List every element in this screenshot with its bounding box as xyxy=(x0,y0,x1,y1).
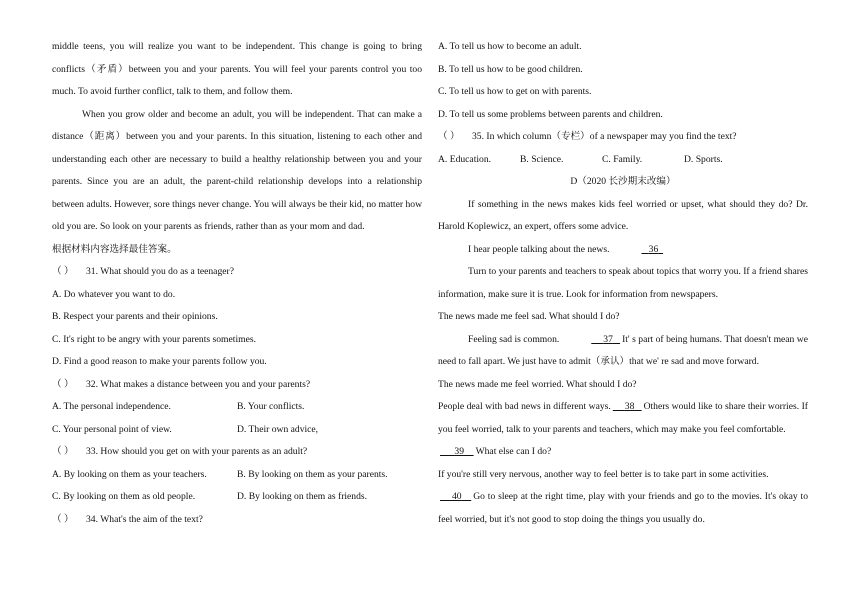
blank-37-paragraph xyxy=(438,329,808,374)
q32-option-b: B. Your conflicts. xyxy=(237,401,305,412)
heading-worried: The news made me feel worried. What should I do? xyxy=(438,378,637,390)
question-33 xyxy=(52,441,422,464)
answer-bracket: （ ） xyxy=(52,266,74,277)
q32-options-row-2 xyxy=(52,419,422,442)
blank-38-post: Others would like to share their worries. If you feel worried, talk to your parents and teachers, which may make you feel comfortable. xyxy=(438,401,808,435)
q33-option-b: B. By looking on them as your parents. xyxy=(237,468,388,480)
q33-option-c: C. By looking on them as old people. xyxy=(52,491,196,502)
passage-paragraph-1: middle teens, you will realize you want to be independent. This change is going to bring conflicts（矛盾）between you and your parents. You will feel your parents control you too much. To avoid further conflict, talk to them, and follow them. xyxy=(52,41,422,97)
question-34 xyxy=(52,509,422,532)
blank-36-number: 36 xyxy=(648,243,659,255)
answer-bracket: （ ） xyxy=(438,131,460,142)
question-32-stem: 32. What makes a distance between you and your parents? xyxy=(86,378,311,390)
q34-option-a: A. To tell us how to become an adult. xyxy=(438,41,582,52)
blank-37 xyxy=(559,329,622,352)
question-34-stem: 34. What's the aim of the text? xyxy=(86,513,203,525)
question-33-stem: 33. How should you get on with your parents as an adult? xyxy=(86,446,308,457)
blank-38 xyxy=(611,396,644,419)
question-31 xyxy=(52,261,422,284)
passage-d-intro: If something in the news makes kids feel worried or upset, what should they do? Dr. Harold Koplewicz, an expert, offers some advice. xyxy=(438,198,808,232)
q33-options-row-2 xyxy=(52,486,422,509)
question-32 xyxy=(52,374,422,397)
blank-37-number: 37 xyxy=(603,333,613,345)
question-35 xyxy=(438,126,808,149)
blank-37-post: It' s part of being humans. That doesn't mean we need to fall apart. We just have to admit（承认）that we' re sad and move forward. xyxy=(438,333,808,367)
q31-option-d: D. Find a good reason to make your parents follow you. xyxy=(52,356,267,367)
blank-40-post: Go to sleep at the right time, play with your friends and go to the movies. It's okay to feel worried, but it's not good to stop doing the things you usually do. xyxy=(438,491,808,525)
blank-36-line xyxy=(438,239,808,262)
q35-option-d: D. Sports. xyxy=(684,153,723,165)
instruction-text: 根据材料内容选择最佳答案。 xyxy=(52,243,177,255)
q33-option-a: A. By looking on them as your teachers. xyxy=(52,468,207,480)
q34-option-d: D. To tell us some problems between parents and children. xyxy=(438,108,663,120)
q35-options-row xyxy=(438,149,808,172)
q33-option-d: D. By looking on them as friends. xyxy=(237,491,368,502)
blank-39-line xyxy=(438,441,808,464)
q32-option-c: C. Your personal point of view. xyxy=(52,423,172,435)
q32-options-row-1 xyxy=(52,396,422,419)
blank-39-post: What else can I do? xyxy=(475,446,552,457)
section-d-title: D（2020 长沙期末改编） xyxy=(570,176,676,187)
blank-36-pre: I hear people talking about the news. xyxy=(468,243,610,255)
blank-39-number: 39 xyxy=(454,446,464,457)
blank-40-paragraph xyxy=(438,486,808,531)
q31-option-a: A. Do whatever you want to do. xyxy=(52,288,176,300)
q32-option-a: A. The personal independence. xyxy=(52,401,171,412)
blank-39 xyxy=(438,441,476,464)
passage-d-turn: Turn to your parents and teachers to speak about topics that worry you. If a friend shares information, make sure it is true. Look for information from newspapers. xyxy=(438,266,808,300)
q34-option-b: B. To tell us how to be good children. xyxy=(438,63,583,75)
question-35-stem: 35. In which column（专栏）of a newspaper may you find the text? xyxy=(472,131,737,142)
left-column xyxy=(52,36,422,531)
q31-option-b: B. Respect your parents and their opinions. xyxy=(52,311,218,322)
blank-37-pre: Feeling sad is common. xyxy=(468,333,560,345)
blank-38-pre: People deal with bad news in different ways. xyxy=(438,401,611,412)
answer-bracket: （ ） xyxy=(52,446,74,457)
q35-option-b: B. Science. xyxy=(520,153,564,165)
passage-paragraph-2: When you grow older and become an adult, you will be independent. That can make a distance（距离）between you and your parents. In this situation, listening to each other and understanding each other are necessary to build a healthy relationship between you and your parents. Since you are an adult, the parent-child relationship develops into a relationship between adults. However, sore things never change. You will always be their kid, no matter how old you are. So look on your parents as friends, rather than as your mom and dad. xyxy=(52,108,422,232)
blank-38-number: 38 xyxy=(624,401,635,412)
heading-sad: The news made me feel sad. What should I do? xyxy=(438,311,620,322)
q31-option-c: C. It's right to be angry with your parents sometimes. xyxy=(52,333,256,345)
right-column xyxy=(438,36,808,531)
answer-bracket: （ ） xyxy=(52,378,74,390)
q34-option-c: C. To tell us how to get on with parents. xyxy=(438,86,592,97)
q32-option-d: D. Their own advice, xyxy=(237,423,319,435)
blank-40-number: 40 xyxy=(452,491,462,502)
nervous-line: If you're still very nervous, another way to feel better is to take part in some activities. xyxy=(438,468,769,480)
blank-36 xyxy=(609,239,665,262)
blank-38-paragraph xyxy=(438,396,808,441)
q35-option-a: A. Education. xyxy=(438,153,492,165)
answer-bracket: （ ） xyxy=(52,513,74,525)
q35-option-c: C. Family. xyxy=(602,153,643,165)
blank-40 xyxy=(438,486,473,509)
q33-options-row-1 xyxy=(52,464,422,487)
question-31-stem: 31. What should you do as a teenager? xyxy=(86,266,234,277)
